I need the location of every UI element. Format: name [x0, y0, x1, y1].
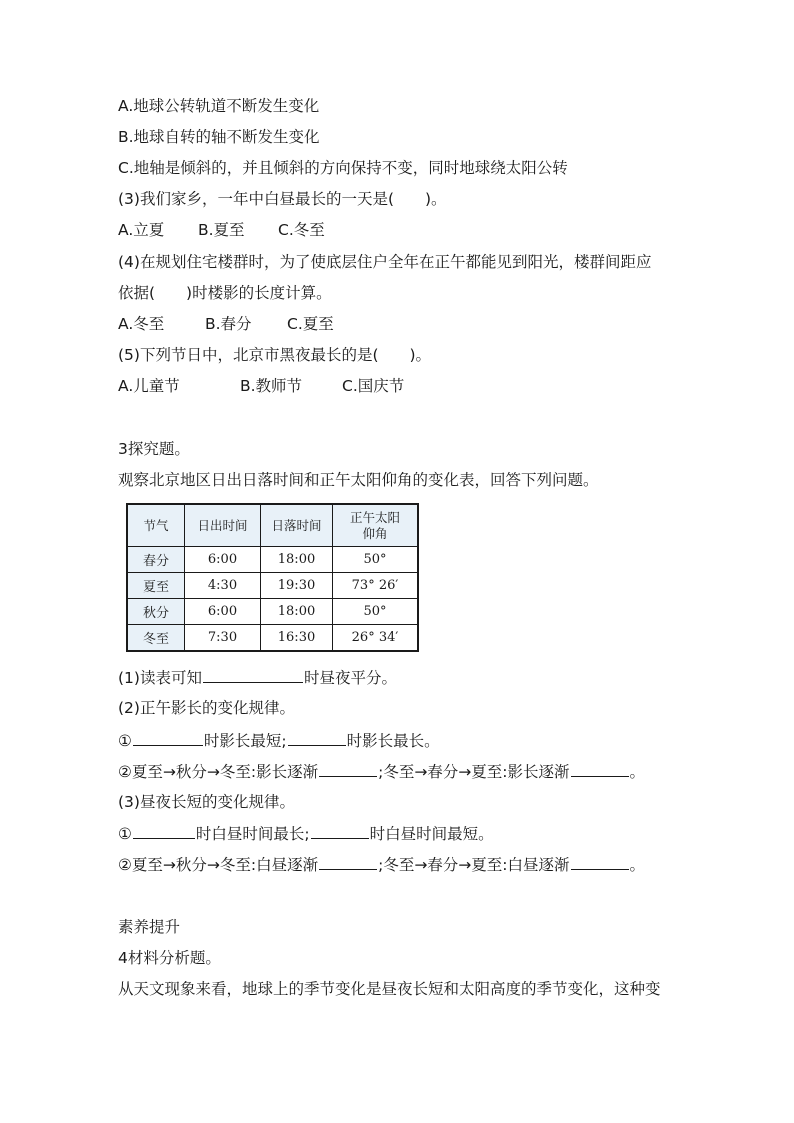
answer-blank[interactable] [203, 667, 303, 683]
table-cell: 7:30 [185, 625, 261, 651]
question-4-stem-line2: 依据( )时楼影的长度计算。 [118, 284, 332, 302]
table-cell: 冬至 [128, 625, 185, 651]
table-cell: 50° [333, 547, 418, 573]
fill-heading-2: (2)正午影长的变化规律。 [118, 699, 295, 717]
table-row [128, 599, 418, 625]
fill-heading-3: (3)昼夜长短的变化规律。 [118, 793, 295, 811]
table-cell: 18:00 [261, 599, 333, 625]
q4-option-a: A.冬至 [118, 315, 165, 333]
answer-blank[interactable] [571, 761, 629, 777]
answer-blank[interactable] [319, 761, 377, 777]
q5-option-b: B.教师节 [240, 377, 303, 395]
section-3-intro: 观察北京地区日出日落时间和正午太阳仰角的变化表，回答下列问题。 [118, 471, 599, 489]
table-header-row [128, 505, 418, 547]
question-5-options [118, 376, 404, 396]
table-header: 节气 [128, 505, 185, 547]
table-cell: 秋分 [128, 599, 185, 625]
table-cell: 19:30 [261, 573, 333, 599]
q4-option-b: B.春分 [205, 315, 252, 333]
table-row [128, 573, 418, 599]
table-cell: 18:00 [261, 547, 333, 573]
section-4-heading: 素养提升 [118, 918, 181, 936]
fill-blank-3-2: ②夏至→秋分→冬至:白昼逐渐 ;冬至→春分→夏至:白昼逐渐 。 [118, 856, 646, 874]
q3-option-c: C.冬至 [278, 221, 325, 239]
question-3-options [118, 220, 325, 240]
answer-blank[interactable] [311, 823, 369, 839]
fill-blank-2-1: ① 时影长最短; 时影长最长。 [118, 732, 440, 750]
answer-blank[interactable] [133, 730, 203, 746]
answer-blank[interactable] [288, 730, 346, 746]
table-row [128, 547, 418, 573]
fill-blank-1: (1)读表可知 时昼夜平分。 [118, 669, 397, 687]
question-3-stem: (3)我们家乡，一年中白昼最长的一天是( )。 [118, 190, 447, 208]
answer-blank[interactable] [133, 823, 195, 839]
table-cell: 夏至 [128, 573, 185, 599]
q5-option-a: A.儿童节 [118, 377, 180, 395]
question-5-stem: (5)下列节日中，北京市黑夜最长的是( )。 [118, 346, 432, 364]
table-cell: 26° 34′ [333, 625, 418, 651]
option-b-axis: B.地球自转的轴不断发生变化 [118, 128, 320, 146]
option-c-tilt: C.地轴是倾斜的，并且倾斜的方向保持不变，同时地球绕太阳公转 [118, 159, 568, 177]
table-cell: 73° 26′ [333, 573, 418, 599]
section-4-title: 4材料分析题。 [118, 949, 221, 967]
answer-blank[interactable] [571, 854, 629, 870]
question-4-options [118, 314, 334, 334]
fill-blank-3-1: ① 时白昼时间最长; 时白昼时间最短。 [118, 825, 494, 843]
table-cell: 6:00 [185, 547, 261, 573]
table-cell: 50° [333, 599, 418, 625]
answer-blank[interactable] [319, 854, 377, 870]
table-row [128, 625, 418, 651]
fill-blank-2-2: ②夏至→秋分→冬至:影长逐渐 ;冬至→春分→夏至:影长逐渐 。 [118, 763, 646, 781]
question-4-stem-line1: (4)在规划住宅楼群时，为了使底层住户全年在正午都能见到阳光，楼群间距应 [118, 253, 652, 271]
table-cell: 4:30 [185, 573, 261, 599]
section-4-text: 从天文现象来看，地球上的季节变化是昼夜长短和太阳高度的季节变化，这种变 [118, 980, 661, 998]
table-cell: 6:00 [185, 599, 261, 625]
q4-option-c: C.夏至 [287, 315, 334, 333]
sunrise-sunset-table [127, 504, 418, 651]
table-header: 正午太阳仰角 [333, 505, 418, 547]
option-a-orbit: A.地球公转轨道不断发生变化 [118, 97, 320, 115]
table-cell: 春分 [128, 547, 185, 573]
q3-option-a: A.立夏 [118, 221, 165, 239]
q5-option-c: C.国庆节 [342, 377, 405, 395]
table-cell: 16:30 [261, 625, 333, 651]
table-header: 日出时间 [185, 505, 261, 547]
section-3-title: 3探究题。 [118, 440, 190, 458]
table-header: 日落时间 [261, 505, 333, 547]
q3-option-b: B.夏至 [198, 221, 245, 239]
